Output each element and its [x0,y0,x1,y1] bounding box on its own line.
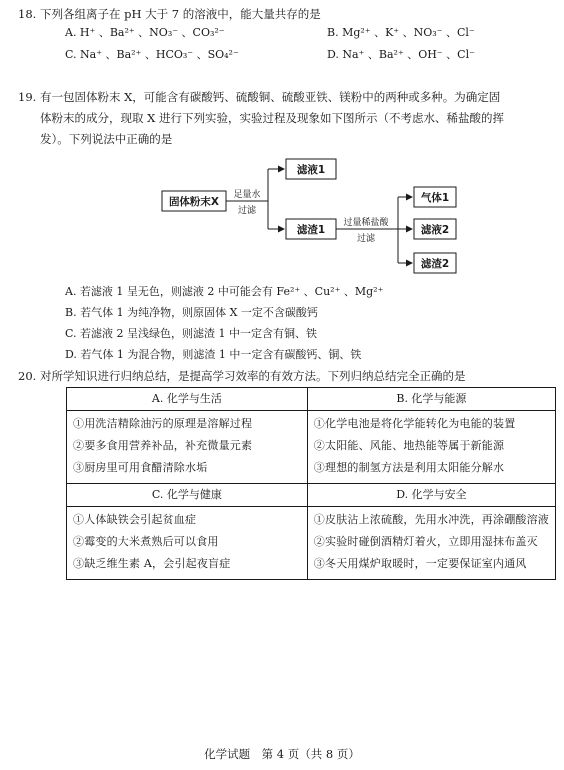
experiment-flowchart [160,155,460,277]
flow-step1-operation: 过滤 [237,206,257,216]
table-cell-b [307,411,555,484]
question-18-stem: 18. 下列各组离子在 pH 大于 7 的溶液中，能大量共存的是 [18,7,321,21]
question-19-line-1: 19. 有一包固体粉末 X，可能含有碳酸钙、硫酸铜、硫酸亚铁、镁粉中的两种或多种。为确定固 [18,90,501,104]
q18-option-c: C. Na⁺ 、Ba²⁺ 、HCO₃⁻ 、SO₄²⁻ [65,48,239,61]
list-item: ③缺乏维生素 A，会引起夜盲症 [73,557,231,570]
list-item: ①用洗洁精除油污的原理是溶解过程 [73,417,253,430]
flow-filtrate1-label: 滤液1 [296,164,326,176]
list-item: ②实验时碰倒酒精灯着火，立即用湿抹布盖灭 [313,535,538,548]
q19-option-d: D. 若气体 1 为混合物，则滤渣 1 中一定含有碳酸钙、铜、铁 [65,348,362,361]
table-cell-d [307,507,555,580]
flow-step1-reagent: 足量水 [233,190,261,200]
flow-gas1-label: 气体1 [420,192,450,204]
question-19-line-2: 体粉末的成分，现取 X 进行下列实验，实验过程及现象如下图所示（不考虑水、稀盐酸的挥 [40,111,504,125]
list-item: ③厨房里可用食醋清除水垢 [73,461,208,474]
question-20-stem: 20. 对所学知识进行归纳总结，是提高学习效率的有效方法。下列归纳总结完全正确的是 [18,369,466,383]
table-header-d: D. 化学与安全 [307,484,555,507]
question-18 [18,6,321,22]
list-item: ②霉变的大米煮熟后可以食用 [73,535,219,548]
table-cell-c [67,507,308,580]
flow-step2-reagent: 过量稀盐酸 [343,218,389,228]
q19-option-a: A. 若滤液 1 呈无色，则滤液 2 中可能会有 Fe²⁺ 、Cu²⁺ 、Mg²⁺ [65,285,384,298]
list-item: ②太阳能、风能、地热能等属于新能源 [313,439,505,452]
list-item: ②要多食用营养补品，补充微量元素 [73,439,253,452]
q19-option-b: B. 若气体 1 为纯净物，则原固体 X 一定不含碳酸钙 [65,306,318,319]
list-item: ③冬天用煤炉取暖时，一定要保证室内通风 [313,557,527,570]
page-footer: 化学试题 第 4 页（共 8 页） [204,747,360,761]
flow-filtrate2-label: 滤液2 [420,224,450,236]
list-item: ①化学电池是将化学能转化为电能的装置 [313,417,516,430]
q18-option-d: D. Na⁺ 、Ba²⁺ 、OH⁻ 、Cl⁻ [327,48,475,61]
summary-table [66,387,556,580]
flow-step2-operation: 过滤 [356,234,376,244]
list-item: ③理想的制氢方法是利用太阳能分解水 [313,461,505,474]
table-header-c: C. 化学与健康 [67,484,308,507]
flow-residue1-label: 滤渣1 [296,224,326,236]
table-header-a: A. 化学与生活 [67,388,308,411]
q18-option-a: A. H⁺ 、Ba²⁺ 、NO₃⁻ 、CO₃²⁻ [65,26,225,39]
table-cell-a [67,411,308,484]
q18-option-b: B. Mg²⁺ 、K⁺ 、NO₃⁻ 、Cl⁻ [327,26,475,39]
flow-residue2-label: 滤渣2 [420,258,450,270]
list-item: ①皮肤沾上浓硫酸，先用水冲洗，再涂硼酸溶液 [313,513,549,526]
flow-start-label: 固体粉末X [168,196,220,208]
question-19-line-3: 发）。下列说法中正确的是 [40,132,173,146]
table-header-b: B. 化学与能源 [307,388,555,411]
list-item: ①人体缺铁会引起贫血症 [73,513,197,526]
q19-option-c: C. 若滤液 2 呈浅绿色，则滤渣 1 中一定含有铜、铁 [65,327,317,340]
